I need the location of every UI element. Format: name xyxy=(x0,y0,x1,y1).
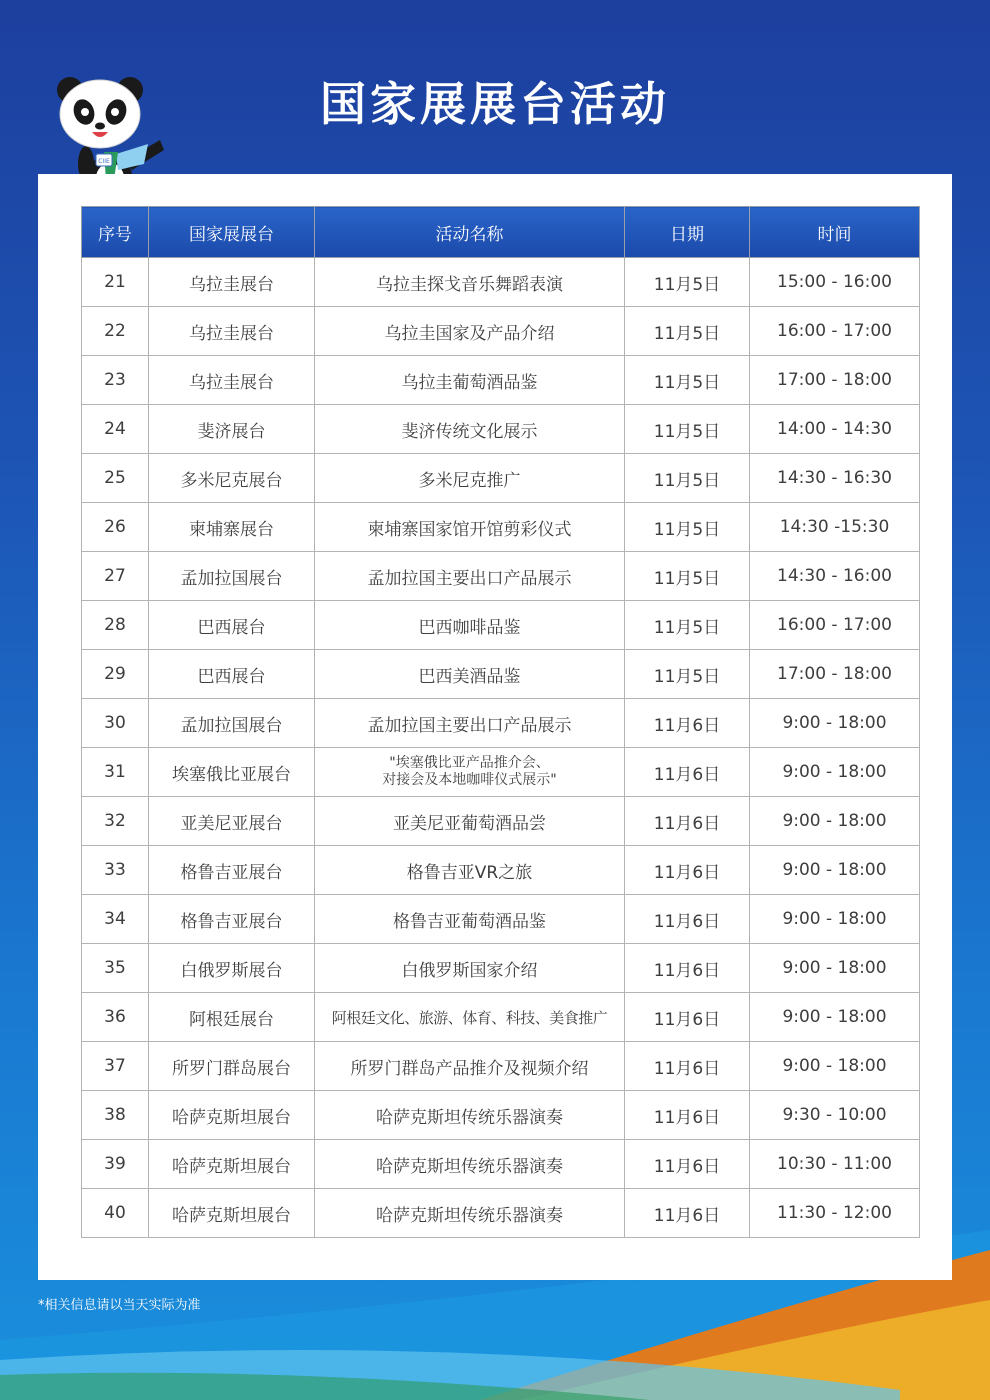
table-row xyxy=(82,748,920,797)
cell-pavilion: 多米尼克展台 xyxy=(149,454,315,503)
cell-no: 31 xyxy=(82,748,149,797)
cell-activity xyxy=(315,748,625,797)
cell-activity: 孟加拉国主要出口产品展示 xyxy=(315,699,625,748)
cell-pavilion: 乌拉圭展台 xyxy=(149,258,315,307)
cell-activity-line-2: 对接会及本地咖啡仪式展示" xyxy=(382,772,557,788)
cell-time: 9:00 - 18:00 xyxy=(750,797,920,846)
table-header-row xyxy=(82,207,920,258)
cell-date: 11月6日 xyxy=(625,797,750,846)
cell-time: 16:00 - 17:00 xyxy=(750,601,920,650)
cell-no: 37 xyxy=(82,1042,149,1091)
table-row xyxy=(82,699,920,748)
header-no: 序号 xyxy=(82,207,149,258)
cell-time: 14:00 - 14:30 xyxy=(750,405,920,454)
table-row xyxy=(82,1042,920,1091)
header-activity: 活动名称 xyxy=(315,207,625,258)
cell-pavilion: 白俄罗斯展台 xyxy=(149,944,315,993)
cell-no: 38 xyxy=(82,1091,149,1140)
cell-date: 11月6日 xyxy=(625,1091,750,1140)
cell-pavilion: 亚美尼亚展台 xyxy=(149,797,315,846)
mascot-badge-text: CIIE xyxy=(98,158,110,165)
cell-no: 35 xyxy=(82,944,149,993)
cell-time: 9:00 - 18:00 xyxy=(750,1042,920,1091)
cell-time: 9:30 - 10:00 xyxy=(750,1091,920,1140)
cell-time: 9:00 - 18:00 xyxy=(750,748,920,797)
cell-time: 9:00 - 18:00 xyxy=(750,699,920,748)
cell-pavilion: 斐济展台 xyxy=(149,405,315,454)
cell-pavilion: 巴西展台 xyxy=(149,601,315,650)
cell-no: 21 xyxy=(82,258,149,307)
table-row xyxy=(82,650,920,699)
cell-pavilion: 孟加拉国展台 xyxy=(149,699,315,748)
table-row xyxy=(82,503,920,552)
cell-time: 14:30 - 16:30 xyxy=(750,454,920,503)
cell-time: 9:00 - 18:00 xyxy=(750,944,920,993)
cell-no: 40 xyxy=(82,1189,149,1238)
cell-no: 27 xyxy=(82,552,149,601)
cell-activity: 乌拉圭国家及产品介绍 xyxy=(315,307,625,356)
cell-time: 15:00 - 16:00 xyxy=(750,258,920,307)
cell-no: 22 xyxy=(82,307,149,356)
activity-schedule-table xyxy=(81,206,920,1238)
table-row xyxy=(82,1189,920,1238)
cell-date: 11月6日 xyxy=(625,1189,750,1238)
cell-no: 32 xyxy=(82,797,149,846)
cell-pavilion: 格鲁吉亚展台 xyxy=(149,895,315,944)
cell-activity: 格鲁吉亚葡萄酒品鉴 xyxy=(315,895,625,944)
cell-pavilion: 格鲁吉亚展台 xyxy=(149,846,315,895)
cell-activity: 阿根廷文化、旅游、体育、科技、美食推广 xyxy=(315,993,625,1042)
cell-activity: 孟加拉国主要出口产品展示 xyxy=(315,552,625,601)
table-row xyxy=(82,307,920,356)
cell-date: 11月5日 xyxy=(625,552,750,601)
cell-activity: 格鲁吉亚VR之旅 xyxy=(315,846,625,895)
cell-activity: 斐济传统文化展示 xyxy=(315,405,625,454)
table-row xyxy=(82,405,920,454)
cell-activity: 乌拉圭葡萄酒品鉴 xyxy=(315,356,625,405)
cell-pavilion: 柬埔寨展台 xyxy=(149,503,315,552)
cell-activity: 柬埔寨国家馆开馆剪彩仪式 xyxy=(315,503,625,552)
cell-date: 11月5日 xyxy=(625,503,750,552)
cell-pavilion: 乌拉圭展台 xyxy=(149,356,315,405)
cell-date: 11月6日 xyxy=(625,1042,750,1091)
cell-no: 34 xyxy=(82,895,149,944)
cell-date: 11月5日 xyxy=(625,650,750,699)
cell-date: 11月6日 xyxy=(625,699,750,748)
cell-pavilion: 埃塞俄比亚展台 xyxy=(149,748,315,797)
cell-no: 39 xyxy=(82,1140,149,1189)
cell-pavilion: 哈萨克斯坦展台 xyxy=(149,1091,315,1140)
cell-date: 11月6日 xyxy=(625,993,750,1042)
cell-activity: 哈萨克斯坦传统乐器演奏 xyxy=(315,1189,625,1238)
cell-pavilion: 乌拉圭展台 xyxy=(149,307,315,356)
cell-date: 11月6日 xyxy=(625,846,750,895)
cell-no: 28 xyxy=(82,601,149,650)
cell-time: 10:30 - 11:00 xyxy=(750,1140,920,1189)
cell-pavilion: 哈萨克斯坦展台 xyxy=(149,1189,315,1238)
cell-time: 9:00 - 18:00 xyxy=(750,846,920,895)
cell-activity: 乌拉圭探戈音乐舞蹈表演 xyxy=(315,258,625,307)
cell-date: 11月5日 xyxy=(625,307,750,356)
cell-pavilion: 巴西展台 xyxy=(149,650,315,699)
cell-date: 11月5日 xyxy=(625,454,750,503)
cell-time: 14:30 -15:30 xyxy=(750,503,920,552)
table-row xyxy=(82,601,920,650)
cell-pavilion: 孟加拉国展台 xyxy=(149,552,315,601)
header-date: 日期 xyxy=(625,207,750,258)
table-row xyxy=(82,895,920,944)
cell-date: 11月6日 xyxy=(625,895,750,944)
table-row xyxy=(82,454,920,503)
table-row xyxy=(82,258,920,307)
table-row xyxy=(82,797,920,846)
cell-activity-line-1: "埃塞俄比亚产品推介会、 xyxy=(389,755,550,771)
table-row xyxy=(82,1140,920,1189)
cell-time: 9:00 - 18:00 xyxy=(750,993,920,1042)
footnote-disclaimer: *相关信息请以当天实际为准 xyxy=(38,1298,201,1313)
table-row xyxy=(82,356,920,405)
cell-time: 16:00 - 17:00 xyxy=(750,307,920,356)
cell-date: 11月5日 xyxy=(625,601,750,650)
cell-activity: 巴西美酒品鉴 xyxy=(315,650,625,699)
cell-date: 11月5日 xyxy=(625,258,750,307)
cell-pavilion: 所罗门群岛展台 xyxy=(149,1042,315,1091)
table-row xyxy=(82,1091,920,1140)
schedule-panel xyxy=(38,174,952,1280)
cell-date: 11月6日 xyxy=(625,1140,750,1189)
cell-date: 11月6日 xyxy=(625,748,750,797)
cell-no: 25 xyxy=(82,454,149,503)
header-time: 时间 xyxy=(750,207,920,258)
cell-pavilion: 哈萨克斯坦展台 xyxy=(149,1140,315,1189)
cell-activity: 所罗门群岛产品推介及视频介绍 xyxy=(315,1042,625,1091)
cell-time: 17:00 - 18:00 xyxy=(750,650,920,699)
cell-time: 11:30 - 12:00 xyxy=(750,1189,920,1238)
cell-time: 9:00 - 18:00 xyxy=(750,895,920,944)
header-pavilion: 国家展展台 xyxy=(149,207,315,258)
cell-no: 36 xyxy=(82,993,149,1042)
table-row xyxy=(82,846,920,895)
cell-time: 14:30 - 16:00 xyxy=(750,552,920,601)
table-row xyxy=(82,552,920,601)
cell-no: 23 xyxy=(82,356,149,405)
table-row xyxy=(82,944,920,993)
cell-no: 30 xyxy=(82,699,149,748)
cell-activity: 多米尼克推广 xyxy=(315,454,625,503)
cell-activity: 哈萨克斯坦传统乐器演奏 xyxy=(315,1091,625,1140)
cell-date: 11月5日 xyxy=(625,405,750,454)
cell-no: 29 xyxy=(82,650,149,699)
cell-activity: 亚美尼亚葡萄酒品尝 xyxy=(315,797,625,846)
cell-pavilion: 阿根廷展台 xyxy=(149,993,315,1042)
cell-activity: 白俄罗斯国家介绍 xyxy=(315,944,625,993)
cell-activity: 哈萨克斯坦传统乐器演奏 xyxy=(315,1140,625,1189)
cell-date: 11月5日 xyxy=(625,356,750,405)
table-row xyxy=(82,993,920,1042)
cell-no: 24 xyxy=(82,405,149,454)
cell-time: 17:00 - 18:00 xyxy=(750,356,920,405)
cell-no: 33 xyxy=(82,846,149,895)
cell-activity: 巴西咖啡品鉴 xyxy=(315,601,625,650)
page-title: 国家展展台活动 xyxy=(320,77,670,131)
cell-date: 11月6日 xyxy=(625,944,750,993)
cell-no: 26 xyxy=(82,503,149,552)
